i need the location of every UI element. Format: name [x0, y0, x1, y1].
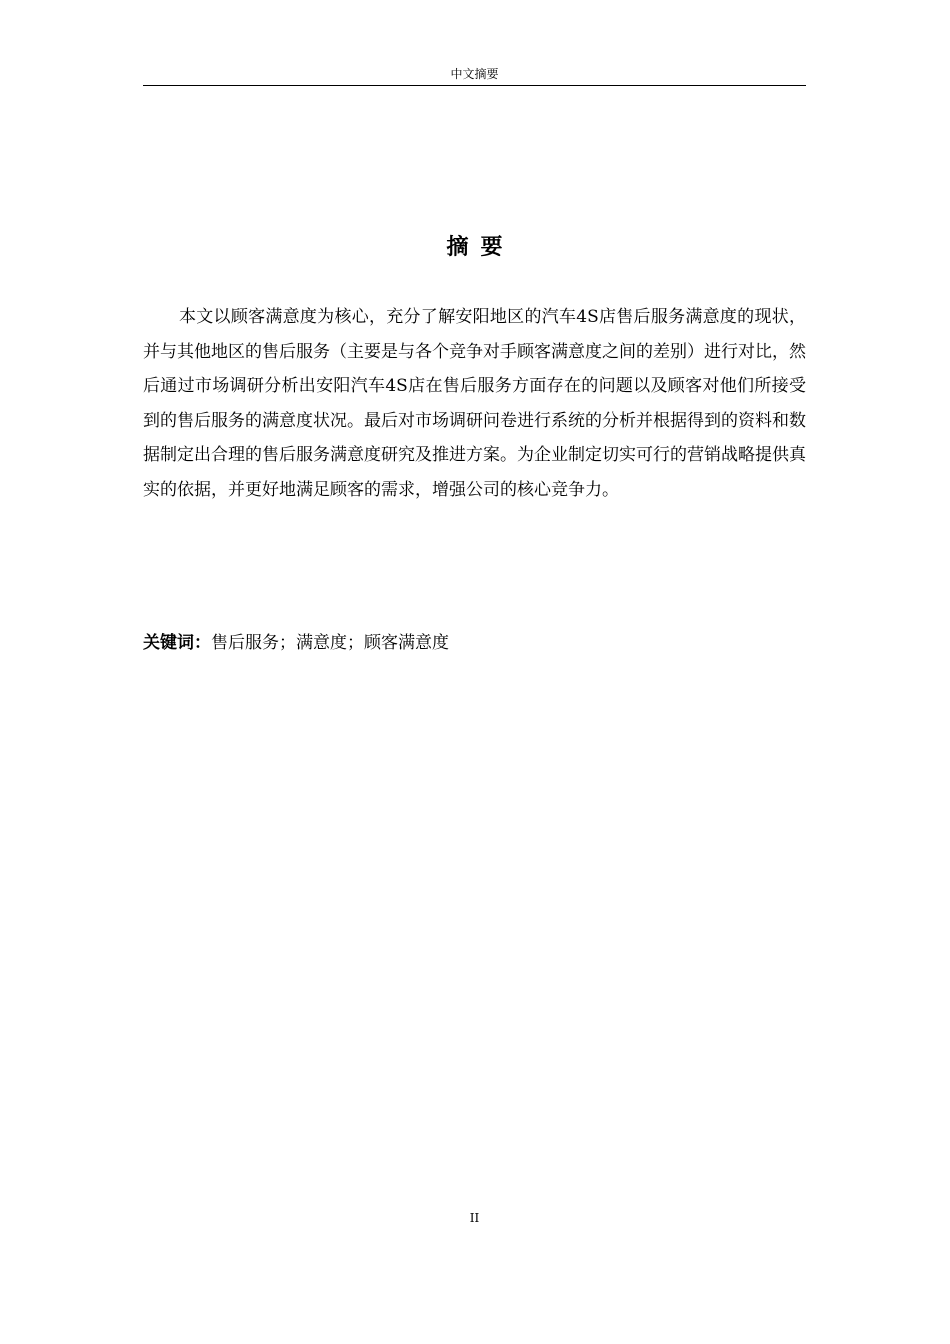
page-number: II	[469, 1211, 480, 1225]
header-rule	[143, 85, 806, 86]
keywords-label: 关键词：	[143, 633, 211, 653]
abstract-body: 本文以顾客满意度为核心，充分了解安阳地区的汽车4S店售后服务满意度的现状，并与其他地区的售后服务（主要是与各个竞争对手顾客满意度之间的差别）进行对比，然后通过市场调研分析出安阳汽车4S店在售后服务方面存在的问题以及顾客对他们所接受到的售后服务的满意度状况。最后对市场调研问卷进行系统的分析并根据得到的资料和数据制定出合理的售后服务满意度研究及推进方案。为企业制定切实可行的营销战略提供真实的依据，并更好地满足顾客的需求，增强公司的核心竞争力。	[143, 307, 806, 500]
keywords-line	[143, 626, 806, 660]
running-header: 中文摘要	[450, 67, 499, 81]
keywords-value: 售后服务；满意度；顾客满意度	[211, 633, 449, 653]
abstract-title: 摘要	[446, 235, 515, 260]
